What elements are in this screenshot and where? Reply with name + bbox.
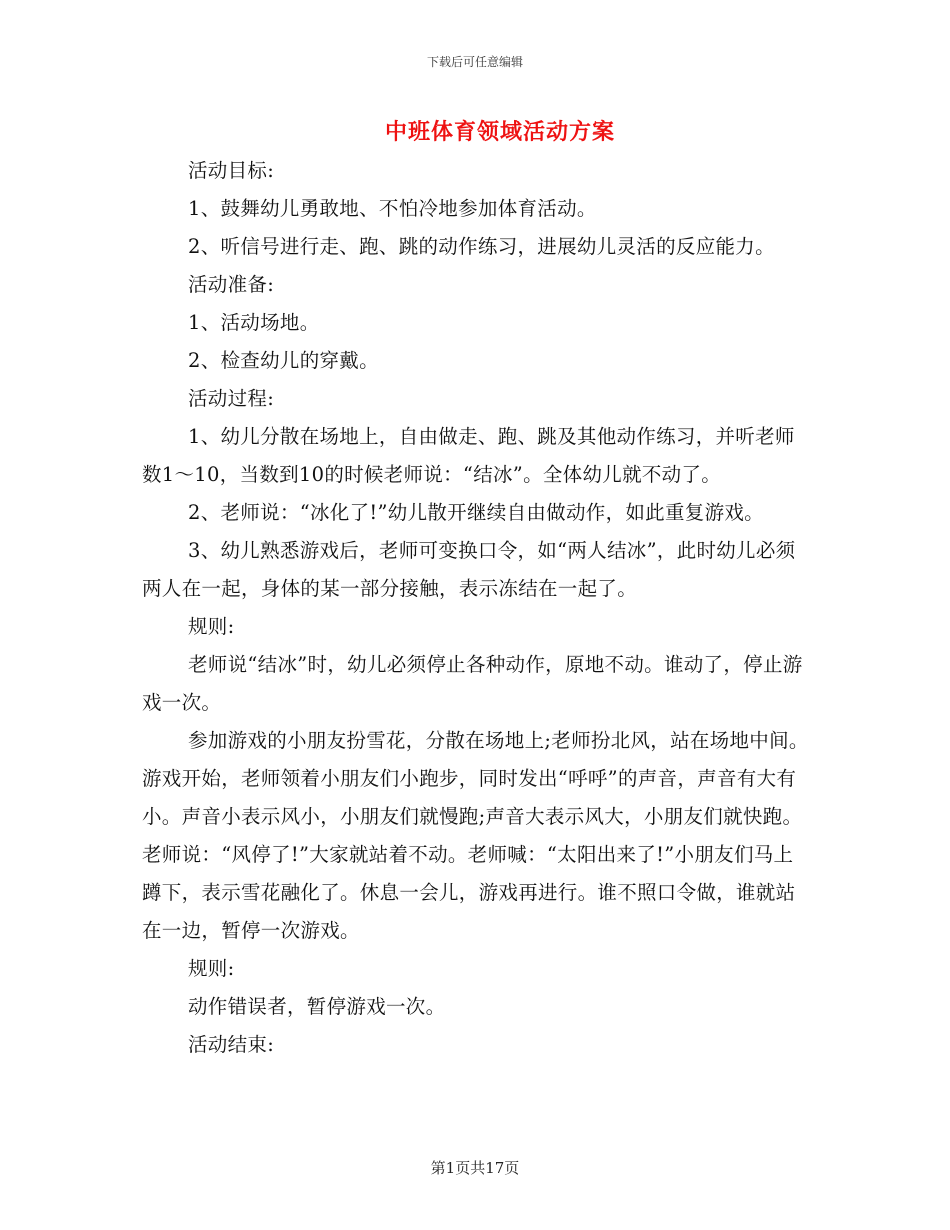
paragraph: 规则:: [188, 615, 235, 638]
paragraph: 活动过程:: [188, 387, 275, 410]
paragraph: 活动目标:: [188, 159, 275, 182]
paragraph: 活动准备:: [188, 273, 275, 296]
paragraph: 老师说“结冰”时，幼儿必须停止各种动作，原地不动。谁动了，停止游戏一次。: [142, 653, 803, 714]
paragraph: 参加游戏的小朋友扮雪花，分散在场地上;老师扮北风，站在场地中间。游戏开始，老师领着小朋友们小跑步，同时发出“呼呼”的声音，声音有大有小。声音小表示风小，小朋友们就慢跑;声音大表示风大，小朋友们就快跑。老师说：“风停了!”大家就站着不动。老师喊：“太阳出来了!”小朋友们马上蹲下，表示雪花融化了。休息一会儿，游戏再进行。谁不照口令做，谁就站在一边，暂停一次游戏。: [142, 729, 809, 942]
paragraph: 3、幼儿熟悉游戏后，老师可变换口令，如“两人结冰”，此时幼儿必须两人在一起，身体的某一部分接触，表示冻结在一起了。: [142, 539, 796, 600]
document-title: 中班体育领域活动方案: [384, 119, 615, 145]
paragraph: 规则:: [188, 957, 235, 980]
paragraph: 2、老师说：“冰化了!”幼儿散开继续自由做动作，如此重复游戏。: [188, 501, 764, 524]
paragraph: 2、检查幼儿的穿戴。: [188, 349, 379, 372]
paragraph: 1、幼儿分散在场地上，自由做走、跑、跳及其他动作练习，并听老师数1～10，当数到10的时候老师说：“结冰”。全体幼儿就不动了。: [142, 425, 795, 486]
paragraph: 1、活动场地。: [188, 311, 320, 334]
page-number: 第1页共17页: [430, 1159, 520, 1177]
document-body: [142, 152, 810, 1064]
paragraph: 活动结束:: [188, 1033, 275, 1056]
paragraph: 1、鼓舞幼儿勇敢地、不怕冷地参加体育活动。: [188, 197, 597, 220]
paragraph: 2、听信号进行走、跑、跳的动作练习，进展幼儿灵活的反应能力。: [188, 235, 775, 258]
paragraph: 动作错误者，暂停游戏一次。: [188, 995, 446, 1018]
header-note: 下载后可任意编辑: [426, 55, 523, 69]
